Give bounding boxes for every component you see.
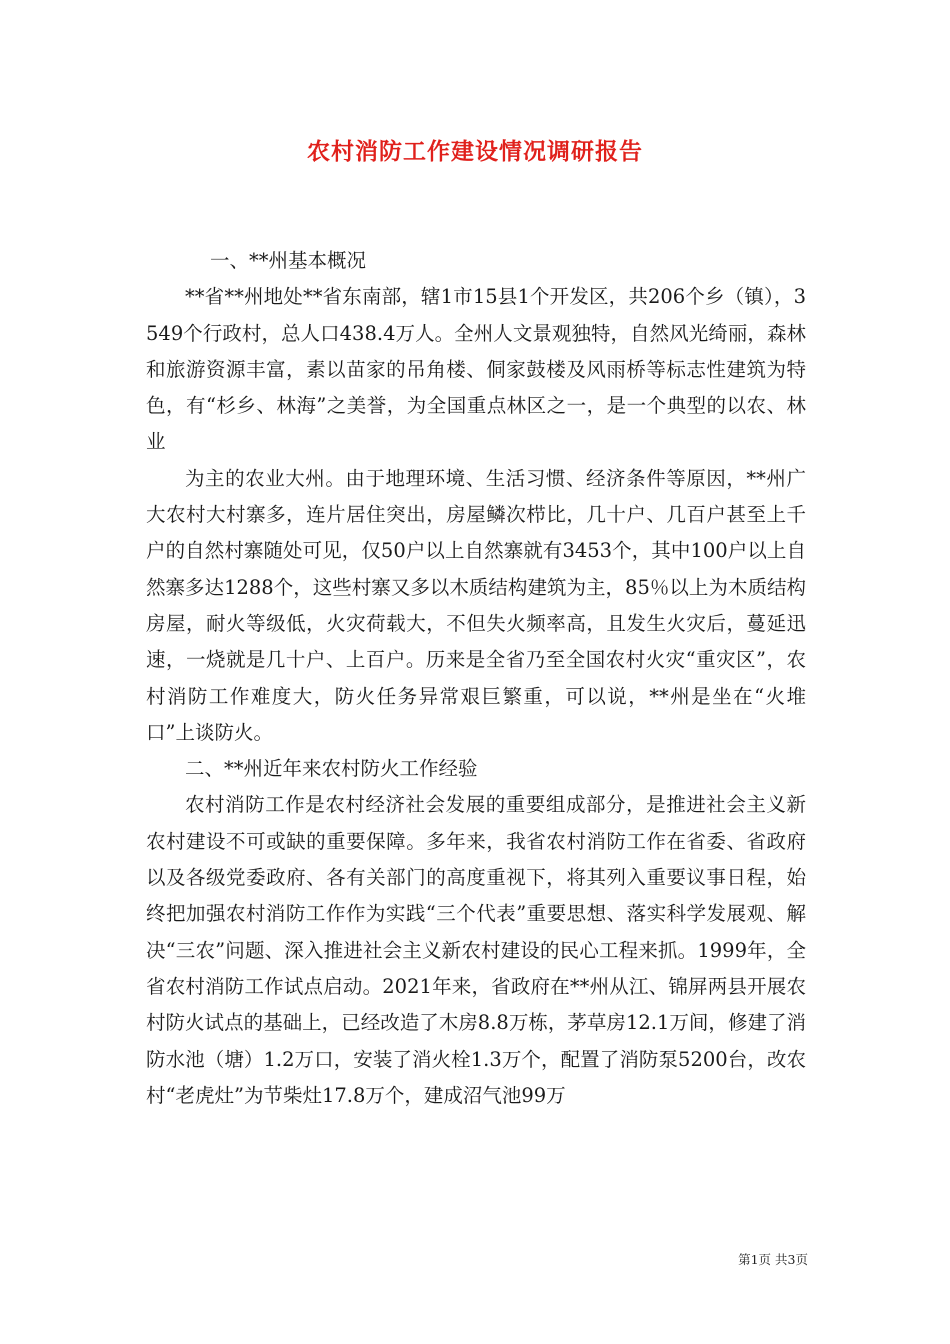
section-heading-1: 一、**州基本概况 [210,249,367,272]
page-number: 第1页 共3页 [738,1252,808,1267]
document-title: 农村消防工作建设情况调研报告 [307,138,643,165]
paragraph-3: 农村消防工作是农村经济社会发展的重要组成部分，是推进社会主义新农村建设不可或缺的重要保障。多年来，我省农村消防工作在省委、省政府以及各级党委政府、各有关部门的高度重视下，将其列入重要议事日程，始终把加强农村消防工作作为实践“三个代表”重要思想、落实科学发展观、解决“三农”问题、深入推进社会主义新农村建设的民心工程来抓。1999年，全省农村消防工作试点启动。2021年来，省政府在**州从江、锦屏两县开展农村防火试点的基础上，已经改造了木房8.8万栋，茅草房12.1万间，修建了消防水池（塘）1.2万口，安装了消火栓1.3万个，配置了消防泵5200台，改农村“老虎灶”为节柴灶17.8万个，建成沼气池99万 [146,793,806,1107]
section-heading-2: 二、**州近年来农村防火工作经验 [185,757,478,781]
paragraph-2: 为主的农业大州。由于地理环境、生活习惯、经济条件等原因，**州广大农村大村寨多，连片居住突出，房屋鳞次栉比，几十户、几百户甚至上千户的自然村寨随处可见，仅50户以上自然寨就有3453个，其中100户以上自然寨多达1288个，这些村寨又多以木质结构建筑为主，85％以上为木质结构房屋，耐火等级低，火灾荷载大，不但失火频率高，且发生火灾后，蔓延迅速，一烧就是几十户、上百户。历来是全省乃至全国农村火灾“重灾区”，农村消防工作难度大，防火任务异常艰巨繁重，可以说，**州是坐在“火堆口”上谈防火。 [146,466,806,744]
document-body [146,243,806,1114]
paragraph-1: **省**州地处**省东南部，辖1市15县1个开发区，共206个乡（镇），3549个行政村，总人口438.4万人。全州人文景观独特，自然风光绮丽，森林和旅游资源丰富，素以苗家的吊角楼、侗家鼓楼及风雨桥等标志性建筑为特色，有“杉乡、林海”之美誉，为全国重点林区之一，是一个典型的以农、林业 [146,285,806,454]
